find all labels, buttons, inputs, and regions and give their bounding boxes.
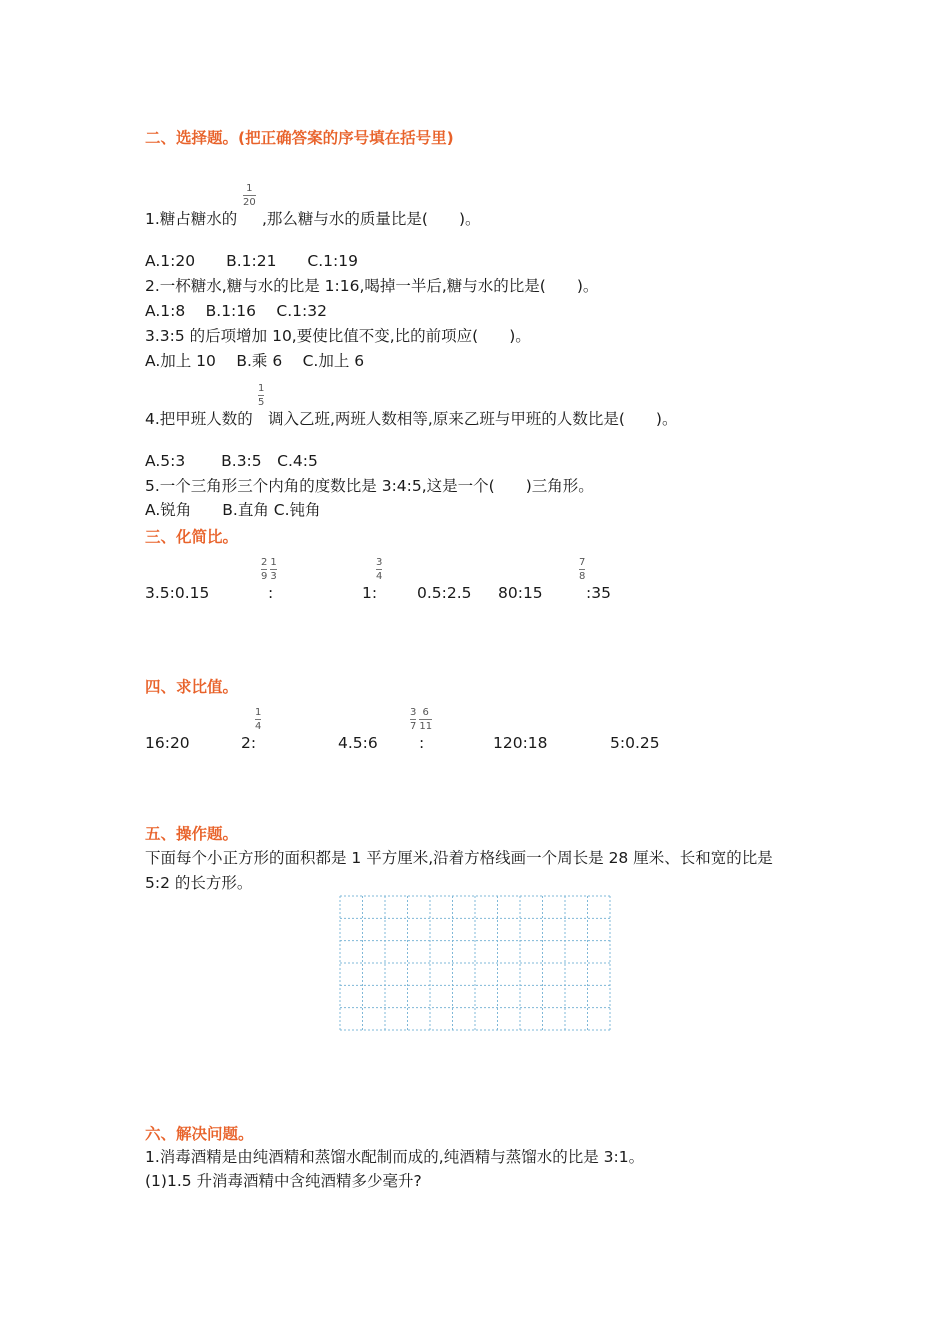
fraction-numerator: 2 [261,557,268,568]
q1-fraction [243,183,256,208]
q4-suffix: 调入乙班,两班人数相等,原来乙班与甲班的人数比是( )。 [268,410,678,428]
fraction-denominator: 11 [419,721,433,732]
problem-1-text: 1.消毒酒精是由纯酒精和蒸馏水配制而成的,纯酒精与蒸馏水的比是 3:1。 [145,1148,645,1166]
simplify-item-4: 0.5:2.5 [417,584,472,602]
ratio-item-4-separator: : [419,734,425,752]
fraction [270,557,276,582]
problem-1-part-1: (1)1.5 升消毒酒精中含纯酒精多少毫升? [145,1172,422,1190]
fraction [261,557,267,582]
q1-options: A.1:20 B.1:21 C.1:19 [145,252,358,270]
section5-heading: 五、操作题。 [145,825,239,843]
square-grid[interactable] [339,895,611,1031]
fraction [419,707,432,732]
fraction [410,707,416,732]
fraction-denominator: 20 [243,197,256,208]
fraction-denominator: 8 [579,571,586,582]
fraction-numerator: 3 [410,707,417,718]
q5-options: A.锐角 B.直角 C.钝角 [145,501,321,519]
q1-prefix: 1.糖占糖水的 [145,210,238,228]
fraction-numerator: 1 [255,707,262,718]
q3-options: A.加上 10 B.乘 6 C.加上 6 [145,352,365,370]
simplify-item-2-fractions [261,557,277,582]
q4-prefix: 4.把甲班人数的 [145,410,253,428]
simplify-item-3-prefix: 1: [362,584,378,602]
q2-text: 2.一杯糖水,糖与水的比是 1:16,喝掉一半后,糖与水的比是( )。 [145,277,599,295]
ratio-item-4-fractions [410,707,432,732]
simplify-item-6-suffix: :35 [586,584,611,602]
ratio-item-2-fraction [255,707,261,732]
ratio-item-5: 120:18 [493,734,548,752]
q4-fraction [258,383,264,408]
section3-heading: 三、化简比。 [145,528,239,546]
fraction-denominator: 4 [255,721,262,732]
simplify-item-5: 80:15 [498,584,543,602]
q2-options: A.1:8 B.1:16 C.1:32 [145,302,327,320]
fraction-denominator: 7 [410,721,417,732]
simplify-item-1: 3.5:0.15 [145,584,210,602]
ratio-item-6: 5:0.25 [610,734,660,752]
ratio-item-3: 4.5:6 [338,734,378,752]
fraction-numerator: 7 [579,557,586,568]
section4-heading: 四、求比值。 [145,678,239,696]
fraction-numerator: 1 [258,383,265,394]
fraction-numerator: 1 [270,557,277,568]
section5-text-line-2: 5:2 的长方形。 [145,874,253,892]
ratio-item-2-prefix: 2: [241,734,257,752]
q4-options: A.5:3 B.3:5 C.4:5 [145,452,318,470]
q1-suffix: ,那么糖与水的质量比是( )。 [262,210,481,228]
fraction-denominator: 3 [270,571,277,582]
simplify-item-2-separator: : [268,584,274,602]
section6-heading: 六、解决问题。 [145,1125,254,1143]
fraction-denominator: 5 [258,397,265,408]
fraction-denominator: 9 [261,571,268,582]
ratio-item-1: 16:20 [145,734,190,752]
grid-lines [339,895,611,1031]
q5-text: 5.一个三角形三个内角的度数比是 3:4:5,这是一个( )三角形。 [145,477,594,495]
fraction-numerator: 3 [376,557,383,568]
simplify-item-3-fraction [376,557,382,582]
section5-text-line-1: 下面每个小正方形的面积都是 1 平方厘米,沿着方格线画一个周长是 28 厘米、长和宽的比是 [145,849,773,867]
q3-text: 3.3:5 的后项增加 10,要使比值不变,比的前项应( )。 [145,327,531,345]
simplify-item-6-fraction [579,557,585,582]
section2-heading: 二、选择题。(把正确答案的序号填在括号里) [145,129,454,147]
fraction-denominator: 4 [376,571,383,582]
fraction-numerator: 6 [422,707,429,718]
fraction-numerator: 1 [246,183,253,194]
